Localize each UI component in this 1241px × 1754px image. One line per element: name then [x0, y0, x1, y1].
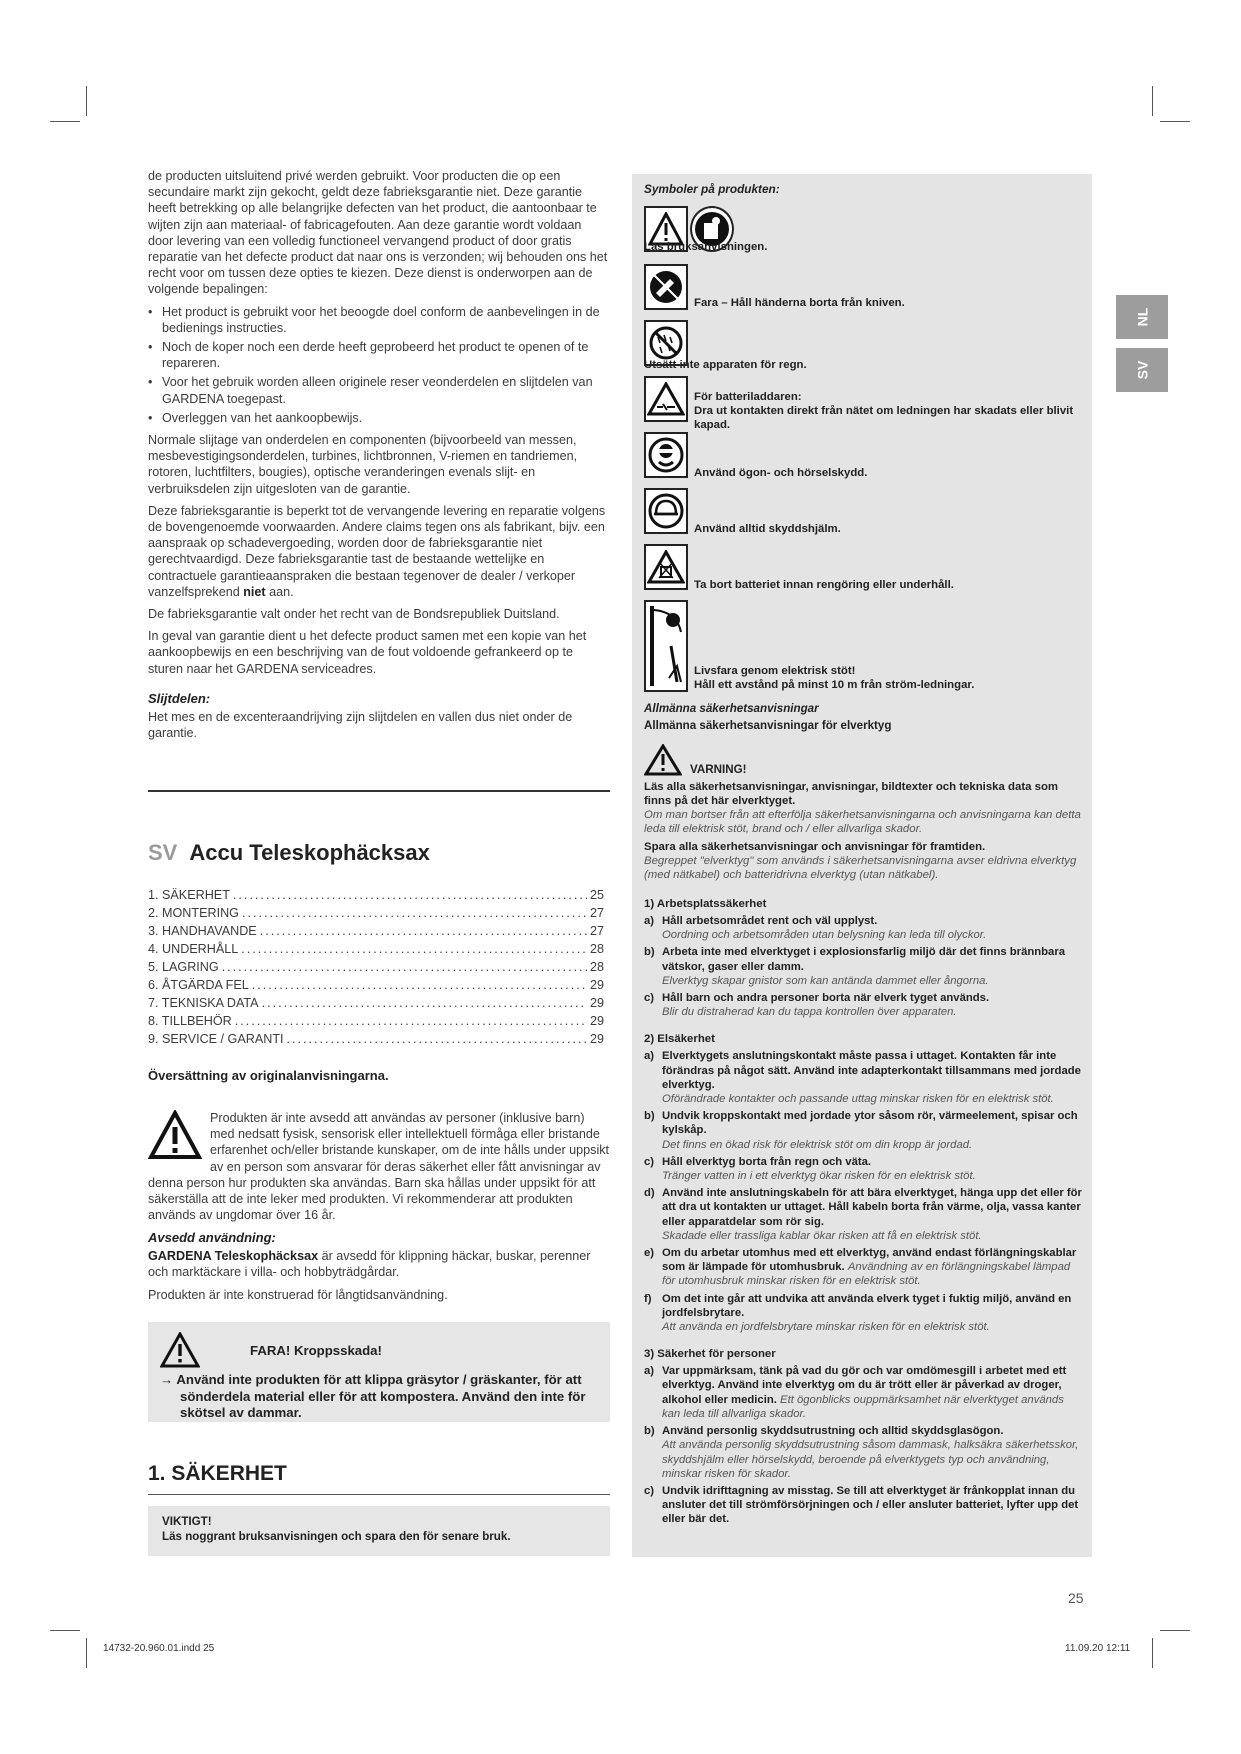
toc-entry[interactable]: 4. UNDERHÅLL ..... 28: [148, 940, 604, 958]
page-number: 25: [1068, 1590, 1084, 1606]
remove-battery-icon: [644, 544, 688, 590]
general-safety: [644, 702, 1084, 1530]
workplace-safety-heading: 1) Arbetsplatssäkerhet: [644, 898, 767, 910]
eye-ear-protection-icon: [644, 432, 688, 478]
list-item: a) Elverktygets anslutningskontakt måste passa i uttaget. Kontakten får inte förändras på något sätt. Använd inte adapterkontakt tillsammans med jordade elverktyg. Oförändrade kontakter och passande uttag minskar risken för en elektrisk stöt.: [644, 1050, 1081, 1106]
page-title: SV Accu Teleskophäcksax: [148, 840, 430, 865]
symbol-row: Använd alltid skyddshjälm.: [644, 488, 1084, 538]
list-item: c) Håll barn och andra personer borta när elverk tyget används. Blir du distraherad kan du tappa kontrollen över apparaten.: [644, 992, 990, 1019]
helmet-icon: [644, 488, 688, 534]
symbol-row: Fara – Håll händerna borta från kniven.: [644, 264, 1084, 314]
intended-use: [148, 1230, 610, 1309]
crop-mark: [50, 121, 80, 122]
list-item: c) Undvik idrifttagning av misstag. Se till att elverktyget är frånkopplat innan du ansluter det till strömförsörjningen och / eller ansluter batteriet, lyfter upp det eller bär det.: [644, 1484, 1079, 1526]
crop-mark: [86, 86, 87, 116]
toc-entry[interactable]: 2. MONTERING ..... 27: [148, 904, 604, 922]
list-item: • Noch de koper noch een derde heeft geprobeerd het product te openen of te repareren.: [148, 339, 610, 371]
wear-parts-text: Het mes en de excenteraandrijving zijn slijtdelen en vallen dus niet onder de garantie.: [148, 710, 573, 741]
user-restriction-warning: Produkten är inte avsedd att användas av personer (inklusive barn) med nedsatt fysisk, sensorisk eller intellektuell förmåga eller bristande erfarenhet och/eller bristande kunskaper, om de inte hålls under uppsikt av en person som ansvarar för deras säkerhet eller fått anvisningar av denna person hur produkten ska användas. Barn ska hållas under uppsikt för att säkerställa att de inte leker med produkten. Vi rekommenderar att produkten används av ungdomar över 16 år.: [148, 1111, 610, 1223]
list-item: e) Om du arbetar utomhus med ett elverktyg, använd endast förlängningskablar som är lämpade för utomhusbruk. Användning av en förlängningskabel lämpad för utomhusbruk minskar risken för en elektrisk stöt.: [644, 1247, 1077, 1288]
symbol-row: Läs bruksanvisningen.: [644, 206, 1084, 256]
toc-entry[interactable]: 3. HANDHAVANDE ..... 27: [148, 922, 604, 940]
intended-use-note: Produkten är inte konstruerad för långtidsanvändning.: [148, 1287, 448, 1302]
toc-entry[interactable]: 1. SÄKERHET ..... 25: [148, 886, 604, 904]
list-item: a) Var uppmärksam, tänk på vad du gör och var omdömesgill i arbetet med ett elverktyg. Använd inte elverktyg om du är trött eller är påverkad av droger, alkohol eller medicin. Ett ögonblicks ouppmärksamhet när elverktyget används kan leda till allvarliga skador.: [644, 1365, 1067, 1420]
general-safety-heading: Allmänna säkerhetsanvisningar: [644, 702, 819, 715]
list-item: • Overleggen van het aankoopbewijs.: [148, 410, 610, 426]
intended-use-title: Avsedd användning:: [148, 1230, 276, 1245]
list-item: b) Använd personlig skyddsutrustning och alltid skyddsglasögon. Att använda personlig skyddsutrustning såsom dammask, halksäkra säkerhetsskor, skyddshjälm eller hörselskydd, beroende på elverktygets typ och användning, minskar risken för skador.: [644, 1425, 1079, 1480]
warranty-law: De fabrieksgarantie valt onder het recht van de Bondsrepubliek Duitsland.: [148, 607, 560, 622]
charger-warning-icon: [644, 376, 688, 422]
list-item: b) Arbeta inte med elverktyget i explosionsfarlig miljö där det finns brännbara vätskor, gaser eller damm. Elverktyg skapar gnistor som kan antända dammet eller ångorna.: [644, 946, 1066, 987]
divider: [148, 1494, 610, 1495]
warning-triangle-icon: [644, 744, 682, 776]
warranty-text-nl: [148, 168, 610, 748]
toc-entry[interactable]: 7. TEKNISKA DATA ..... 29: [148, 994, 604, 1012]
important-title: VIKTIGT!: [162, 1515, 212, 1528]
warning-triangle-icon: [148, 1110, 202, 1160]
hand-knife-icon: [644, 264, 688, 310]
important-notice: [148, 1506, 610, 1556]
symbol-row: Ta bort batteriet innan rengöring eller underhåll.: [644, 544, 1084, 594]
list-item: • Het product is gebruikt voor het beoogde doel conform de aanbevelingen in de bedienings instructies.: [148, 304, 610, 336]
section-divider: [148, 790, 610, 792]
list-item: • Voor het gebruik worden alleen originele reser veonderdelen en slijtdelen van GARDENA toegepast.: [148, 374, 610, 406]
important-text: Läs noggrant bruksanvisningen och spara den för senare bruk.: [162, 1530, 511, 1543]
symbol-row: För batteriladdaren: Dra ut kontakten direkt från nätet om ledningen har skadats eller blivit kapad.: [644, 376, 1084, 426]
symbols-heading: Symboler på produkten:: [644, 182, 780, 196]
list-item: f) Om det inte går att undvika att använda elverk tyget i fuktig miljö, använd en jordfelsbrytare. Att använda en jordfelsbrytare minskar risken för en elektrisk stöt.: [644, 1292, 1072, 1334]
warning-triangle-icon: [160, 1332, 200, 1368]
toc-entry[interactable]: 9. SERVICE / GARANTI ..... 29: [148, 1030, 604, 1048]
tab-sv[interactable]: SV: [1116, 348, 1168, 392]
danger-text: → Använd inte produkten för att klippa gräsytor / gräskanter, för att sönderdela material eller för att kompostera. Använd den inte för skötsel av dammar.: [160, 1372, 586, 1420]
section-title: 1. SÄKERHET: [148, 1462, 287, 1485]
wear-parts-title: Slijtdelen:: [148, 690, 211, 706]
crop-mark: [1152, 86, 1153, 116]
symbol-row: Utsätt inte apparaten för regn.: [644, 320, 1084, 370]
list-item: c) Håll elverktyg borta från regn och väta. Tränger vatten in i ett elverktyg ökar risken för en elektrisk stöt.: [644, 1155, 976, 1183]
safety-panel: [632, 174, 1092, 1557]
symbol-row: Livsfara genom elektrisk stöt! Håll ett avstånd på minst 10 m från ström-ledningar.: [644, 600, 1084, 694]
power-line-icon: [644, 600, 688, 692]
warranty-limits: Deze fabrieksgarantie is beperkt tot de vervangende levering en reparatie volgens de bovengenoemde voorwaarden. Andere claims tegen ons als fabrikant, bijv. een aanspraak op schadevergoeding, worden door de fabrieksgarantie niet gerechtvaardigd. Deze fabrieksgarantie tast de bestaande wettelijke en contractuele garantieaanspraken die bestaan tegenover de dealer / verkoper vanzelfsprekend niet aan.: [148, 503, 606, 599]
crop-mark: [1160, 1630, 1190, 1631]
file-info: 14732-20.960.01.indd 25: [103, 1643, 215, 1654]
crop-mark: [1160, 121, 1190, 122]
electrical-safety-heading: 2) Elsäkerhet: [644, 1033, 715, 1046]
warranty-exclusions: Normale slijtage van onderdelen en componenten (bijvoorbeeld van messen, mesbevestigingsonderdelen, turbines, lichtbronnen, V-riemen en tandriemen, rotoren, luchtfilters, bougies), optische veranderingen evenals slijt- en verbruiksdelen zijn uitgesloten van de garantie.: [148, 433, 578, 496]
list-item: a) Håll arbetsområdet rent och väl upplyst. Oordning och arbetsområden utan belysning kan leda till olyckor.: [644, 915, 987, 942]
list-item: b) Undvik kroppskontakt med jordade ytor såsom rör, värmeelement, spisar och kylskåp. Det finns en ökad risk för elektrisk stöt om din kropp är jordad.: [644, 1110, 1078, 1151]
crop-mark: [1152, 1638, 1153, 1668]
personal-safety-heading: 3) Säkerhet för personer: [644, 1348, 776, 1361]
warning-label: VARNING!: [690, 763, 747, 776]
tab-nl[interactable]: NL: [1116, 295, 1168, 339]
warning-header: [644, 744, 1084, 776]
toc-entry[interactable]: 6. ÅTGÄRDA FEL ..... 29: [148, 976, 604, 994]
translation-note: Översättning av originalanvisningarna.: [148, 1068, 389, 1083]
crop-mark: [50, 1630, 80, 1631]
danger-title: FARA! Kroppsskada!: [250, 1342, 382, 1358]
toc-entry[interactable]: 8. TILLBEHÖR ..... 29: [148, 1012, 604, 1030]
crop-mark: [86, 1638, 87, 1668]
safety-intro: Läs alla säkerhetsanvisningar, anvisningar, bildtexter och tekniska data som finns på det här elverktyget. Om man bortser från att efterfölja säkerhetsanvisningarna och anvisningarna kan detta leda till elektrisk stöt, brand och / eller allvarliga skador. Spara alla säkerhetsanvisningar och anvisningar för framtiden. Begreppet "elverktyg" som används i säkerhetsanvisningarna avser eldrivna elverktyg (med nätkabel) och batteridrivna elverktyg (utan nätkabel).: [644, 781, 1081, 881]
general-safety-subheading: Allmänna säkerhetsanvisningar för elverktyg: [644, 719, 892, 732]
warranty-intro: de producten uitsluitend privé werden gebruikt. Voor producten die op een secundaire markt zijn gekocht, geldt deze fabrieksgarantie niet. Deze garantie heeft betrekking op alle belangrijke defecten van het product, die aantoonbaar te wijten zijn aan materiaal- of fabricagefouten. Aan deze garantie wordt voldaan door levering van een volledig functioneel vervangend product of door gratis reparatie van het defecte product dat naar ons is verzonden; wij behouden ons het recht voor om tussen deze opties te kiezen. Deze dienst is onderworpen aan de volgende bepalingen:: [148, 169, 608, 297]
warranty-claim: In geval van garantie dient u het defecte product samen met een kopie van het aankoopbewijs en een beschrijving van de fout voldoende gefrankeerd op te sturen naar het GARDENA serviceadres.: [148, 629, 587, 676]
danger-notice: [148, 1322, 610, 1422]
table-of-contents: [148, 886, 604, 1048]
intended-use-text: GARDENA Teleskophäcksax är avsedd för klippning häckar, buskar, perenner och marktäckare i villa- och hobbyträdgårdar.: [148, 1249, 591, 1280]
toc-entry[interactable]: 5. LAGRING ..... 28: [148, 958, 604, 976]
print-date: 11.09.20 12:11: [1065, 1643, 1131, 1654]
symbol-row: Använd ögon- och hörselskydd.: [644, 432, 1084, 482]
warranty-conditions: [148, 304, 610, 426]
list-item: d) Använd inte anslutningskabeln för att bära elverktyget, hänga upp det eller för att dra ut kontakten ur uttaget. Håll kabeln borta från värme, olja, vassa kanter eller apparatdelar som rör sig. Skadade eller trassliga kablar ökar risken att få en elektrisk stöt.: [644, 1187, 1082, 1242]
